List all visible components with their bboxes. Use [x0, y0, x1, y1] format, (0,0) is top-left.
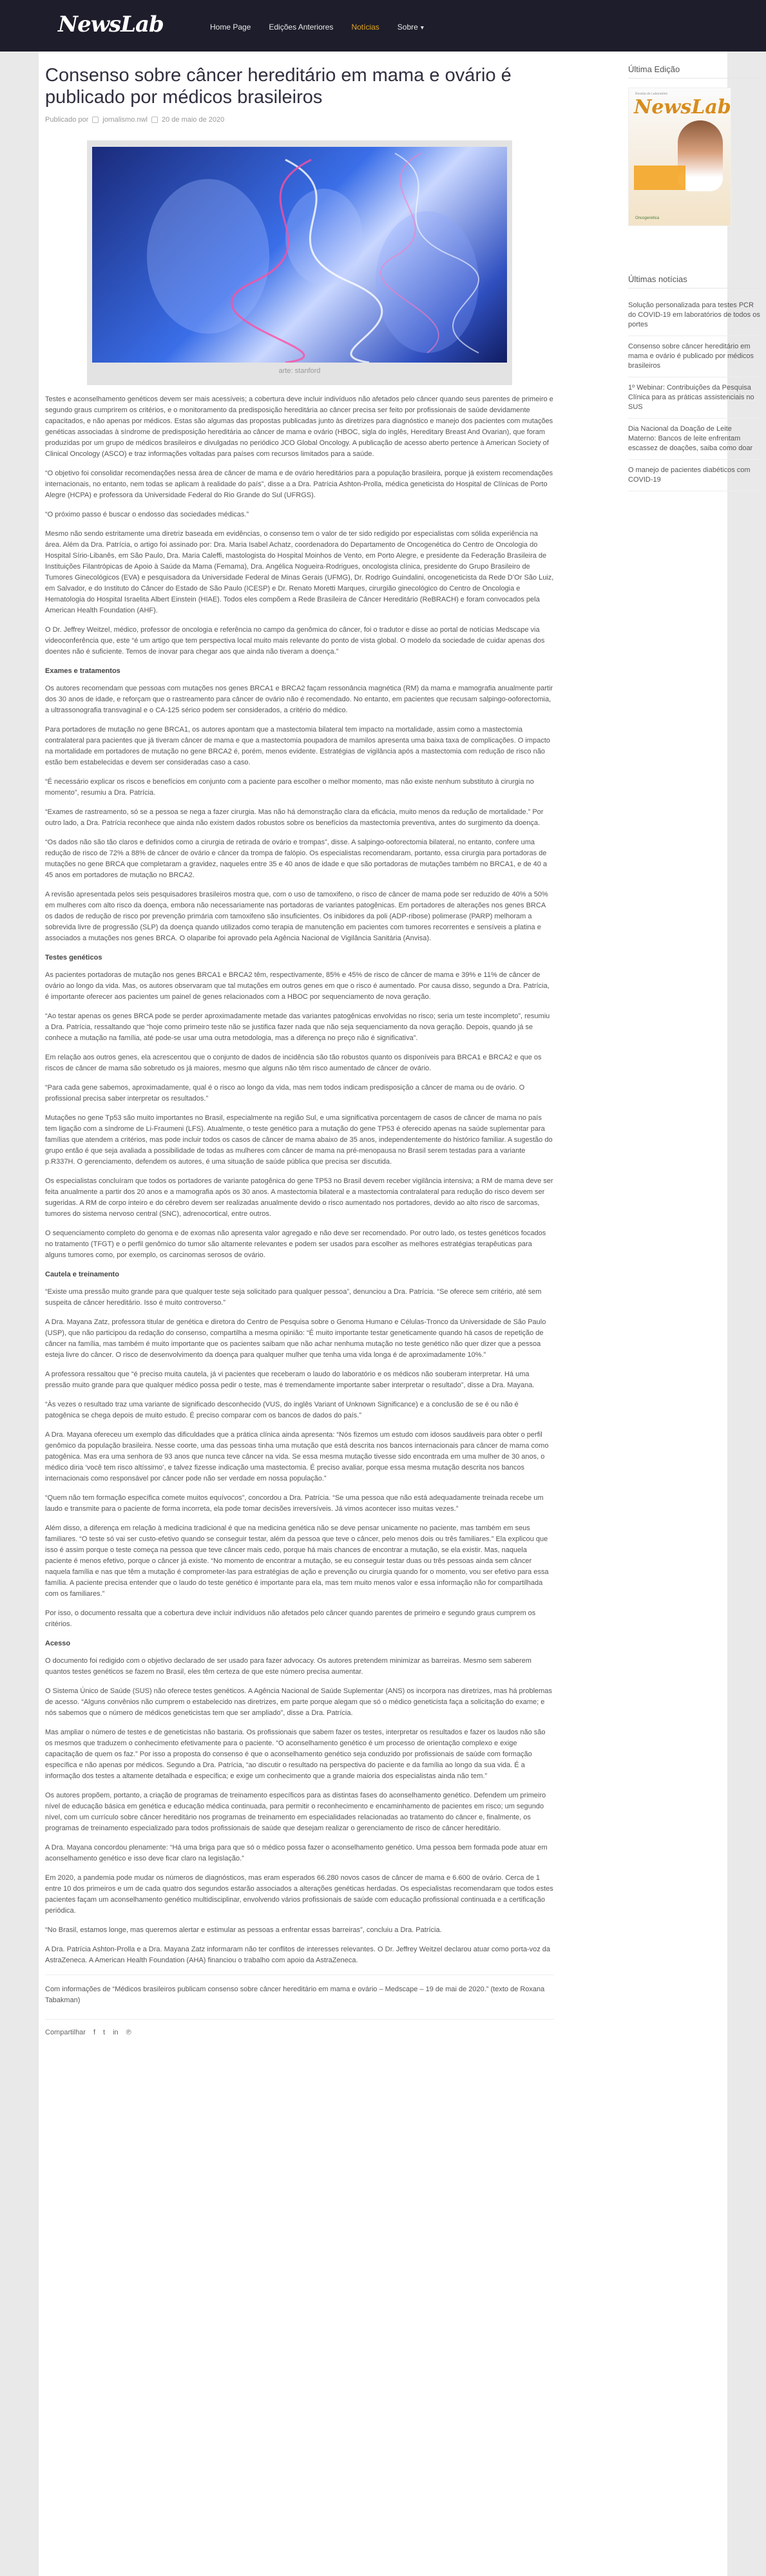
article-paragraph: “Quem não tem formação específica comete muitos equívocos”, concordou a Dra. Patrícia. “Se uma pessoa que não está adequadamente treinada recebe um laudo e transmite para o paciente de forma incorreta, ela pode tomar decisões irreversíveis. Já vimos acontecer isso muitas vezes.”: [45, 1494, 544, 1513]
article-image: [92, 147, 507, 363]
article-paragraph: “Ao testar apenas os genes BRCA pode se perder aproximadamente metade das variantes patogênicas envolvidas no risco; seria um teste incompleto”, resumiu a Dra. Patrícia, ressaltando que “hoje como primeiro teste não se justifica fazer nada que não seja sequenciamento da nova geração. Depois, quando já se conhece a mutação na família, até pode-se usar uma outra metodologia, mas a diferença no preço não é significativa”.: [45, 1012, 550, 1042]
article-paragraph: Os autores recomendam que pessoas com mutações nos genes BRCA1 e BRCA2 façam ressonância magnética (RM) da mama e mamografia anualmente partir dos 30 anos de idade, e reforçam que o rastreamento para câncer de ovário não é recomendado. No entanto, em pacientes que recusam salpingo-ooforectomia, a ultrassonografia transvaginal e o CA-125 sérico podem ser considerados, a critério do médico.: [45, 685, 553, 714]
article-paragraph: “Às vezes o resultado traz uma variante de significado desconhecido (VUS, do inglês Variant of Unknown Significance) e a conclusão de se é ou não é patogênica se chega depois de muito estudo. É preciso comparar com os bancos de dados do país.”: [45, 1401, 519, 1419]
section-heading: Acesso: [45, 1640, 71, 1647]
section-heading: Testes genéticos: [45, 954, 102, 961]
article-paragraph: Por isso, o documento ressalta que a cobertura deve incluir indivíduos não afetados pelo câncer quando parentes de primeiro e segundo graus cumprem os critérios.: [45, 1609, 536, 1628]
nav-item-about-label: Sobre: [397, 23, 418, 32]
news-link[interactable]: Consenso sobre câncer hereditário em mama e ovário é publicado por médicos brasileiros: [628, 336, 760, 377]
nav-item-previous-editions[interactable]: Edições Anteriores: [269, 23, 334, 32]
top-navigation-bar: [0, 0, 766, 52]
article-paragraph: O Sistema Único de Saúde (SUS) não oferece testes genéticos. A Agência Nacional de Saúde Suplementar (ANS) os incorpora nas diretrizes, mas há problemas de acesso. “Alguns convênios não cumprem o estabelecido nas diretrizes, em parte porque alegam que só o médico geneticista faça a solicitação do exame; e nós sabemos que o número de médicos geneticistas tem que ser ampliado”, disse a Dra. Patrícia.: [45, 1687, 552, 1717]
article-figure: [87, 140, 512, 385]
article: [45, 64, 554, 2036]
article-paragraph: Os autores propõem, portanto, a criação de programas de treinamento específicos para as distintas fases do aconselhamento genético. Defendem um primeiro nível de educação básica em genética e educação médica continuada, para permitir o reconhecimento e encaminhamento de pacientes em risco; um segundo nível, com um currículo sobre câncer hereditário nos programas de treinamento em especialidades relacionadas ao tratamento do câncer e, finalmente, os programas de treinamento especializado para todos profissionais de saúde que desejam realizar o gerenciamento de risco de câncer hereditário.: [45, 1792, 546, 1832]
share-label: Compartilhar: [45, 2029, 86, 2036]
section-heading: Exames e tratamentos: [45, 667, 120, 675]
article-body: [45, 394, 554, 1966]
article-paragraph: A Dra. Patrícia Ashton-Prolla e a Dra. Mayana Zatz informaram não ter conflitos de interesses relevantes. O Dr. Jeffrey Weitzel declarou atuar como porta-voz da AstraZeneca. A American Health Foundation (AHA) financiou o trabalho com apoio da AstraZeneca.: [45, 1946, 551, 1964]
nav-item-about[interactable]: [388, 20, 433, 34]
article-paragraph: Testes e aconselhamento genéticos devem ser mais acessíveis; a cobertura deve incluir indivíduos não afetados pelo câncer quando seus parentes de primeiro e segundo graus cumprirem os critérios, e o monitoramento da predisposição hereditária ao câncer precisa ser feito por profissionais de saúde devidamente capacitados, e não apenas por médicos. Estas são algumas das propostas publicadas junto às diretrizes para diagnóstico e manejo dos pacientes com mutações genéticas associadas à síndrome de predisposição hereditária ao câncer de mama e ovário (HBOC, sigla do inglês, Hereditary Breast And Ovarian), que foram produzidas por um grupo de médicos brasileiros e divulgadas no periódico JCO Global Oncology. A publicação de acesso aberto pertence à American Society of Clinical Oncology (ASCO) e traz informações voltadas para países com recursos limitados para a saúde.: [45, 395, 553, 458]
article-paragraph: Para portadores de mutação no gene BRCA1, os autores apontam que a mastectomia bilateral tem impacto na mortalidade, assim como a mastectomia contralateral para pacientes que já tiveram câncer de mama e que a mastectomia poupadora de mamilos apresenta uma baixa taxa de complicações. O impacto na mortalidade em portadores de mutação no gene BRCA2 é, porém, menos evidente. Estratégias de vigilância após a mastectomia com redução de risco não estão bem estabelecidas e devem ser consideradas caso a caso.: [45, 726, 550, 766]
latest-news-title: Últimas notícias: [628, 274, 760, 289]
article-paragraph: O sequenciamento completo do genoma e de exomas não apresenta valor agregado e não deve ser recomendado. Por outro lado, os testes genéticos focados no tratamento (TFGT) e o perfil genômico do tumor são altamente relevantes e podem ser usados para escolher as melhores estratégias terapêuticas para alguns tumores como, por exemplo, os carcinomas serosos de ovário.: [45, 1229, 546, 1259]
article-paragraph: “O próximo passo é buscar o endosso das sociedades médicas.”: [45, 511, 249, 518]
article-date: 20 de maio de 2020: [161, 116, 225, 124]
article-paragraph: O documento foi redigido com o objetivo declarado de ser usado para fazer advocacy. Os autores pretendem minimizar as barreiras. Mesmo sem saberem quantos testes genéticos se fazem no Brasil, eles têm certeza de que este número precisa aumentar.: [45, 1657, 531, 1676]
calendar-icon: [151, 117, 158, 123]
twitter-icon[interactable]: t: [103, 2029, 106, 2036]
news-link[interactable]: Solução personalizada para testes PCR do COVID-19 em laboratórios de todos os portes: [628, 295, 760, 336]
article-paragraph: O Dr. Jeffrey Weitzel, médico, professor de oncologia e referência no campo da genômica do câncer, foi o tradutor e disse ao portal de notícias Medscape via videoconferência que, este “é um artigo que tem perspectiva local muito mais relevante do ponto de vista global. O modelo da sociedade de cuidar apenas dos doentes não é suficiente. Temos de inovar para chegar aos que ainda não tiveram a doença.”: [45, 626, 545, 656]
article-paragraph: “Os dados não são tão claros e definidos como a cirurgia de retirada de ovário e trompas”, disse. A salpingo-ooforectomia bilateral, no entanto, confere uma redução de risco de 72% a 88% de câncer de ovário e câncer da trompa de falópio. Os especialistas recomendaram, portanto, essa cirurgia para portadoras de mutações no gene BRCA que completaram a gravidez, naqueles entre 35 e 40 anos de idade e que são portadoras de mutações também no BRCA1, e de 40 a 45 anos em portadores de mutação no BRCA2.: [45, 838, 548, 879]
article-meta: [45, 113, 554, 126]
news-link[interactable]: O manejo de pacientes diabéticos com COVID-19: [628, 460, 760, 491]
article-paragraph: A Dra. Mayana concordou plenamente: “Há uma briga para que só o médico possa fazer o aconselhamento genético. Uma pessoa bem formada pode atuar em aconselhamento genético e isso deve ficar claro na legislação.”: [45, 1844, 548, 1862]
cover-brand: NewsLab: [634, 96, 731, 118]
linkedin-icon[interactable]: in: [113, 2029, 119, 2036]
article-paragraph: Mesmo não sendo estritamente uma diretriz baseada em evidências, o consenso tem o valor de ter sido redigido por especialistas com sólida experiência na área. Além da Dra. Patrícia, o artigo foi assinado por: Dra. Maria Isabel Achatz, coordenadora do Departamento de Oncogenética do Centro de Oncologia do Hospital Sírio-Libanês, em São Paulo, Dra. Maria Caleffi, mastologista do Hospital Moinhos de Vento, em Porto Alegre, e presidente da Federação Brasileira de Instituições Filantrópicas de Apoio à Saúde da Mama (Femama), Dra. Angélica Nogueira-Rodrigues, oncologista clínica, presidente do Grupo Brasileiro de Tumores Ginecológicos (EVA) e pesquisadora da Universidade Federal de Minas Gerais (UFMG), Dr. Rodrigo Guindalini, oncogeneticista da Rede D’Or São Luiz, em Salvador, e do Instituto do Câncer do Estado de São Paulo (ICESP) e Dr. Renato Moretti Marques, cirurgião ginecológico do Centro de Oncologia e Hematologia do Hospital Israelita Albert Einstein (HIAE). Todos eles compõem a Rede Brasileira de Câncer Hereditário (ReBRACH) e foram convocados pela American Health Foundation (AHF).: [45, 530, 554, 614]
article-paragraph: Além disso, a diferença em relação à medicina tradicional é que na medicina genética não se deve pensar unicamente no paciente, mas também em seus familiares. “O teste só vai ser custo-efetivo quando se conseguir testar, além da pessoa que teve o câncer, pelo menos dois ou três familiares.” Ela explicou que isso é assim porque o teste começa na pessoa que teve câncer mais cedo, porque há mais chances de encontrar a mutação, se ela existir. Mas, naquela paciente é menos efetivo, porque o câncer já existe. “No momento de encontrar a mutação, se eu conseguir testar duas ou três pessoas ainda sem câncer naquela família e nas que têm a mutação é comprometer-las para estratégias de ação e prevenção ou cirurgia quando for o momento, vou ser efetivo para essa família. A paciente precisa entender que o laudo do teste genético é importante para ela, mas tem muito menos valor e essa informação não for compartilhada com os familiares.”: [45, 1524, 549, 1598]
cover-band: [634, 166, 685, 190]
article-source: Com informações de “Médicos brasileiros publicam consenso sobre câncer hereditário em mama e ovário – Medscape – 19 de mai de 2020.” (texto de Roxana Tabakman): [45, 1975, 554, 2006]
cover-tagline: Revista de Laboratório: [635, 92, 668, 96]
page-container: [39, 52, 760, 2576]
facebook-icon[interactable]: f: [93, 2029, 96, 2036]
article-paragraph: “Para cada gene sabemos, aproximadamente, qual é o risco ao longo da vida, mas nem todos indicam predisposição a câncer de mama ou de ovário. O profissional precisa saber interpretar os resultados.”: [45, 1084, 525, 1103]
article-paragraph: Em relação aos outros genes, ela acrescentou que o conjunto de dados de incidência são tão robustos quanto os disponíveis para BRCA1 e BRCA2 e que os riscos de câncer de mama são sobretudo os já maiores, mesmo que alguns não têm risco aumentado de câncer de ovário.: [45, 1054, 542, 1072]
last-edition-title: Última Edição: [628, 64, 760, 79]
article-title: Consenso sobre câncer hereditário em mama e ovário é publicado por médicos brasileiros: [45, 65, 512, 108]
article-paragraph: “Exames de rastreamento, só se a pessoa se nega a fazer cirurgia. Mas não há demonstração clara da eficácia, muito menos da redução de mortalidade.” Por outro lado, a Dra. Patrícia reconhece que ainda não existem dados robustos sobre os benefícios da mastectomia preventiva, antes do surgimento da doença.: [45, 808, 544, 827]
article-paragraph: “Existe uma pressão muito grande para que qualquer teste seja solicitado para qualquer pessoa”, denunciou a Dra. Patrícia. “Se oferece sem critério, até sem suspeita de câncer hereditário. Isso é muito controverso.”: [45, 1288, 542, 1307]
image-caption: arte: stanford: [278, 367, 321, 375]
pinterest-icon[interactable]: ℗: [126, 2029, 131, 2036]
article-paragraph: A revisão apresentada pelos seis pesquisadores brasileiros mostra que, com o uso de tamoxifeno, o risco de câncer de mama pode ser reduzido de 40% a 50% em mulheres com alto risco da doença, embora não necessariamente nas portadoras de variantes patogênicas. Em portadores de alterações nos genes BRCA os dados de redução de risco por prevenção primária com tamoxifeno são insuficientes. Os inibidores da poli (ADP-ribose) polimerase (PARP) melhoram a sobrevida livre de progressão (SLP) da doença quando utilizados como terapia de manutenção em pacientes com tumores recorrentes e sensíveis a platina e associados a mutações nos genes BRCA. O olaparibe foi aprovado pela Agência Nacional de Vigilância Sanitária (Anvisa).: [45, 891, 548, 942]
latest-news-list: [628, 295, 760, 491]
published-label: Publicado por: [45, 116, 89, 124]
user-icon: [92, 117, 99, 123]
article-paragraph: “É necessário explicar os riscos e benefícios em conjunto com a paciente para escolher o melhor momento, mas não existe nenhum substituto à cirurgia no momento”, resumiu a Dra. Patrícia.: [45, 778, 534, 797]
article-paragraph: As pacientes portadoras de mutação nos genes BRCA1 e BRCA2 têm, respectivamente, 85% e 45% de risco de câncer de mama e 39% e 11% de câncer de ovário ao longo da vida. Mas, os autores observaram que tal mutações em outros genes em que o risco é aumentado. Por causa disso, segundo a Dra. Patrícia, é importante oferecer aos pacientes um painel de genes relacionados com a HBOC por sequenciamento de nova geração.: [45, 971, 550, 1001]
dna-illustration: [92, 147, 507, 363]
article-paragraph: Os especialistas concluíram que todos os portadores de variante patogênica do gene TP53 no Brasil devem receber vigilância intensiva; a RM de mama deve ser feita anualmente a partir dos 20 anos e a mamografia após os 30 anos. A mastectomia bilateral e a mastectomia contralateral para redução do risco devem ser sugeridas. A RM de corpo inteiro e do cérebro devem ser realizadas anualmente devido o risco aumentado nos portadores, devido ao alto risco de sarcomas, tumores do sistema nervoso central (SNC), adrenocortical, entre outros.: [45, 1177, 553, 1218]
main-nav: [201, 20, 433, 34]
nav-item-home[interactable]: Home Page: [210, 23, 251, 32]
article-paragraph: “O objetivo foi consolidar recomendações nessa área de câncer de mama e de ovário hereditários para a população brasileira, porque já existem recomendações internacionais, no entanto, nem todas se aplicam à realidade do país”, disse a a Dra. Patrícia Ashton-Prolla, médica geneticista do Hospital de Clínicas de Porto Alegre (HCPA) e professora da Universidade Federal do Rio Grande do Sul (UFRGS).: [45, 469, 553, 499]
article-paragraph: A Dra. Mayana Zatz, professora titular de genética e diretora do Centro de Pesquisa sobre o Genoma Humano e Células-Tronco da Universidade de São Paulo (USP), que não participou da redação do consenso, compartilha a mesma opinião: “É muito importante testar geneticamente quando há casos de repetição de câncer na família, mas também é muito importante que os pacientes saibam que não achar nenhuma mutação no teste genético não quer dizer que a pessoa esteja livre do câncer. O risco de desenvolvimento da doença para qualquer mulher que tenha uma vida longa é de aproximadamente 10%.”: [45, 1318, 546, 1359]
article-paragraph: A professora ressaltou que “é preciso muita cautela, já vi pacientes que receberam o laudo do laboratório e os médicos não souberam interpretar. Há uma pressão muito grande para que qualquer médico possa pedir o teste, mas é tremendamente importante saber interpretar o resultado”, disse a Dra. Mayana.: [45, 1370, 535, 1389]
article-paragraph: Em 2020, a pandemia pode mudar os números de diagnósticos, mas eram esperados 66.280 novos casos de câncer de mama e 6.600 de ovário. Cerca de 1 entre 10 dos primeiros e um de cada quatro dos segundos estarão associados a alterações genéticas herdadas. Os especialistas recomendaram que todos estes pacientes façam um aconselhamento genético multidisciplinar, envolvendo vários profissionais de saúde com educação profissional continuada e a certificação periódica.: [45, 1874, 553, 1915]
chevron-down-icon: ▾: [420, 24, 424, 32]
news-link[interactable]: Dia Nacional da Doação de Leite Materno: Bancos de leite enfrentam escassez de doações, saiba como doar: [628, 419, 760, 460]
cover-footer: Oncogenética: [635, 216, 660, 220]
article-paragraph: “No Brasil, estamos longe, mas queremos alertar e estimular as pessoas a enfrentar essas barreiras”, concluiu a Dra. Patrícia.: [45, 1926, 442, 1934]
sidebar: [628, 64, 760, 491]
section-heading: Cautela e treinamento: [45, 1271, 119, 1278]
share-bar: [45, 2019, 554, 2036]
article-paragraph: Mas ampliar o número de testes e de geneticistas não bastaria. Os profissionais que sabem fazer os testes, interpretar os resultados e fazer os laudos não são os mesmos que traduzem o conhecimento efetivamente para o paciente. “O aconselhamento genético é um processo de orientação complexo e exige capacitação de quem os faz.” Por isso a proposta do consenso é que o aconselhamento genético seja conduzido por profissionais de saúde com formação específica e não apenas por médicos. Segundo a Dra. Patrícia, “ao discutir o resultado na perspectiva do paciente e da família ao longo da sua vida. É a informação dos testes a altamente detalhada e específica; e exige um conhecimento que a grande maioria dos especialistas ainda não tem.”: [45, 1728, 546, 1780]
article-paragraph: Mutações no gene Tp53 são muito importantes no Brasil, especialmente na região Sul, e uma significativa porcentagem de casos de câncer de mama no país tem ligação com a síndrome de Li-Fraumeni (LFS). Atualmente, o teste genético para a mutação do gene TP53 é oferecido apenas na saúde suplementar para famílias que atendem a critérios, mas pode incluir todos os casos de câncer de mama abaixo de 35 anos, independentemente do histórico familiar. A sugestão do grupo então é que seja avaliada a possibilidade de todas as mulheres com câncer de mama na pré-menopausa no Brasil serem testadas para a variante p.R337H. O gerenciamento, defendem os autores, é uma situação de saúde pública que precisa ser discutida.: [45, 1114, 553, 1166]
magazine-cover[interactable]: [628, 88, 731, 226]
site-logo[interactable]: NewsLab: [58, 12, 164, 37]
article-author[interactable]: jornalismo.nwl: [102, 116, 148, 124]
nav-item-news[interactable]: Notícias: [351, 23, 379, 32]
article-paragraph: A Dra. Mayana ofereceu um exemplo das dificuldades que a prática clínica ainda apresenta: “Nós fizemos um estudo com idosos saudáveis para obter o perfil genômico da população brasileira. Nesse coorte, uma das pessoas tinha uma mutação que está descrita nos bancos internacionais para câncer de mama como patogênica. Mas era uma senhora de 93 anos que nunca teve câncer na vida. Se essa mesma mutação tivesse sido encontrada em uma mulher de 30 anos, o médico diria ‘você tem risco altíssimo’, e talvez fizesse indicação uma mastectomia. É preciso avaliar, porque essa mesma mutação descrita nos bancos internacionais como responsável por câncer pode não ser verdade em nossa população.”: [45, 1431, 549, 1482]
news-link[interactable]: 1º Webinar: Contribuições da Pesquisa Clínica para as práticas assistenciais no SUS: [628, 377, 760, 419]
